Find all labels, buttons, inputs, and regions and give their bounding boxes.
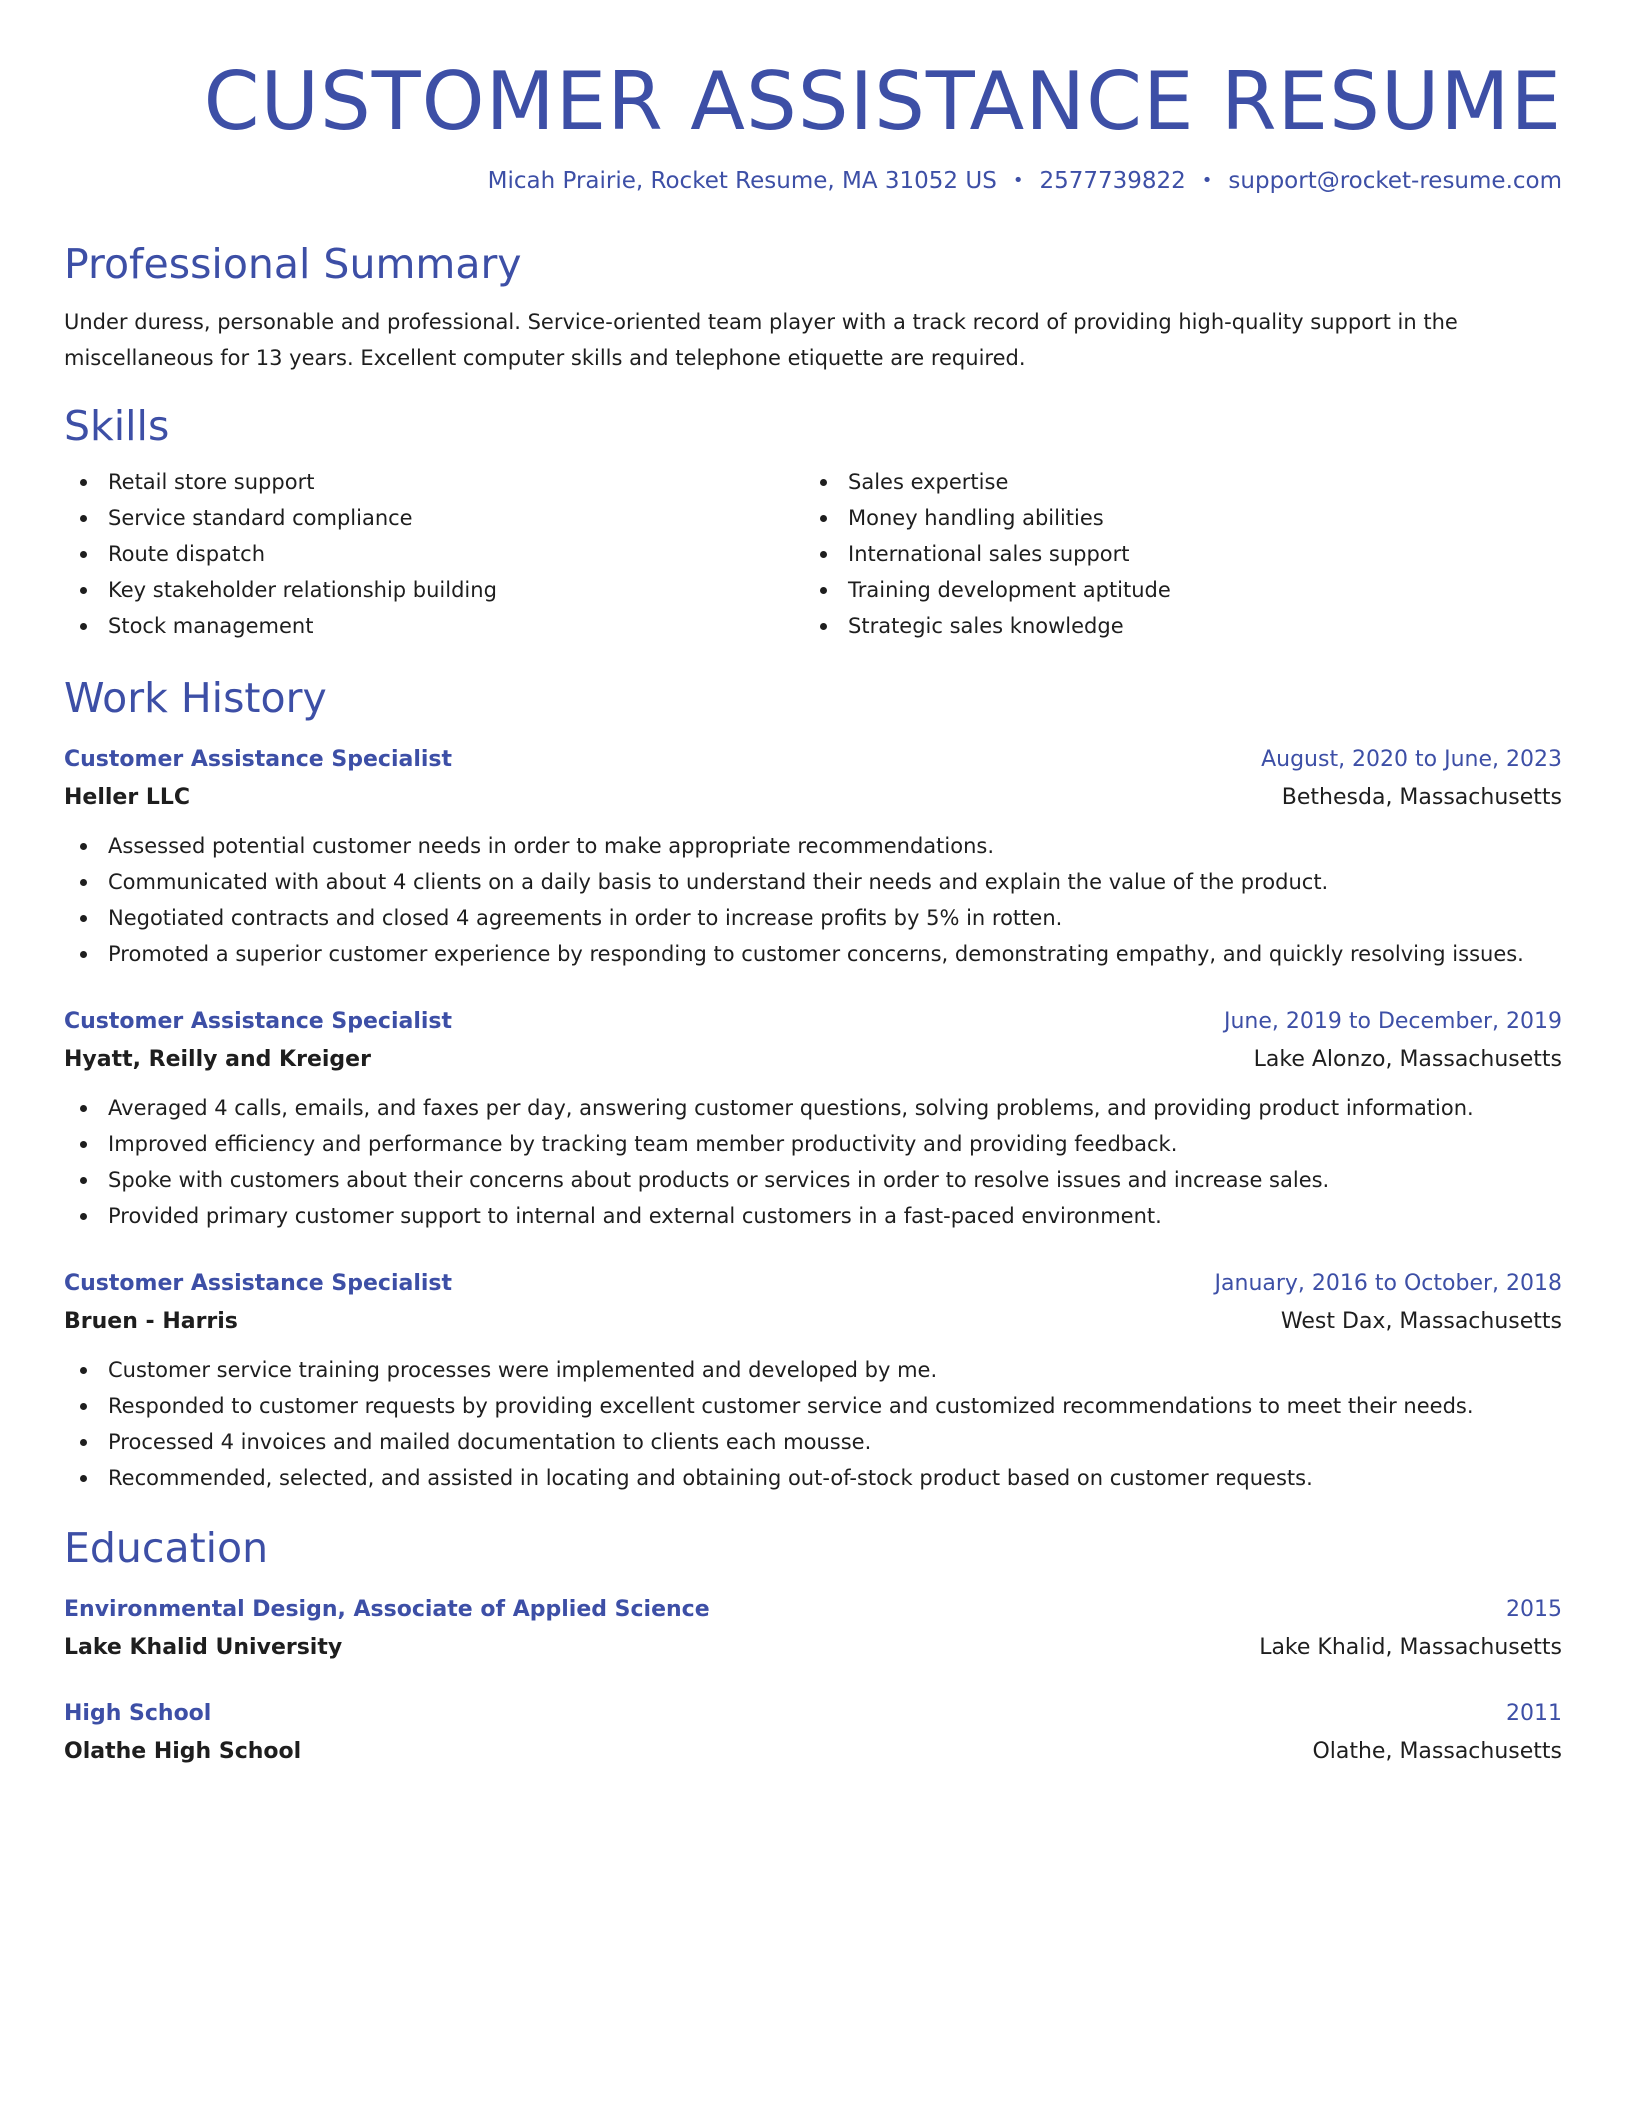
education-degree-row [64,1696,1562,1732]
job-bullet: Spoke with customers about their concerns about products or services in order to resolve issues and increase sales. [64,1162,1562,1198]
job-dates: August, 2020 to June, 2023 [1261,747,1562,772]
job-location: Bethesda, Massachusetts [1281,785,1562,810]
job-title-row [64,742,1562,778]
summary-section [64,238,1562,376]
resume-title: CUSTOMER ASSISTANCE RESUME [203,55,1562,148]
skill-item: Sales expertise [804,464,1544,500]
job-bullet: Promoted a superior customer experience by responding to customer concerns, demonstrating empathy, and quickly resolving issues. [64,936,1562,972]
education-school: Lake Khalid University [64,1635,343,1660]
job-dates: June, 2019 to December, 2019 [1223,1009,1562,1034]
job-employer: Heller LLC [64,785,191,810]
job-list [64,742,1562,1496]
summary-text: Under duress, personable and professional. Service-oriented team player with a track record of providing high-quality support in the miscellaneous for 13 years. Excellent computer skills and telephone etiquette are required. [64,310,1458,370]
education-location: Olathe, Massachusetts [1312,1739,1562,1764]
education-entry [64,1696,1562,1772]
job-bullet: Averaged 4 calls, emails, and faxes per day, answering customer questions, solving problems, and providing product information. [64,1090,1562,1126]
job-title: Customer Assistance Specialist [64,1009,453,1034]
job-entry [64,742,1562,972]
job-employer: Bruen - Harris [64,1309,238,1334]
education-section [64,1522,1562,1772]
skill-item: Strategic sales knowledge [804,608,1544,644]
skill-item: Stock management [64,608,804,644]
education-degree-row [64,1592,1562,1628]
job-bullet: Communicated with about 4 clients on a daily basis to understand their needs and explain the value of the product. [64,864,1562,900]
skill-item: Money handling abilities [804,500,1544,536]
job-bullets [64,1090,1562,1234]
education-location: Lake Khalid, Massachusetts [1259,1635,1562,1660]
job-employer-row [64,1302,1562,1342]
education-degree: High School [64,1701,212,1726]
summary-heading: Professional Summary [64,240,522,288]
job-bullet: Negotiated contracts and closed 4 agreements in order to increase profits by 5% in rotten. [64,900,1562,936]
education-year: 2015 [1506,1597,1562,1622]
education-degree: Environmental Design, Associate of Applied Science [64,1597,710,1622]
job-location: West Dax, Massachusetts [1280,1309,1562,1334]
skills-list-left [64,464,804,644]
contact-separator: • [1012,170,1024,191]
education-school: Olathe High School [64,1739,302,1764]
education-heading: Education [64,1524,269,1572]
contact-line [64,166,1562,196]
job-dates: January, 2016 to October, 2018 [1214,1271,1562,1296]
job-bullet: Processed 4 invoices and mailed documentation to clients each mousse. [64,1424,1562,1460]
skills-list-right [804,464,1544,644]
education-year: 2011 [1506,1701,1562,1726]
skills-heading: Skills [64,402,170,450]
job-bullet: Responded to customer requests by providing excellent customer service and customized recommendations to meet their needs. [64,1388,1562,1424]
job-employer-row [64,778,1562,818]
job-entry [64,1004,1562,1234]
job-bullet: Provided primary customer support to internal and external customers in a fast-paced environment. [64,1198,1562,1234]
job-title-row [64,1004,1562,1040]
job-bullet: Customer service training processes were implemented and developed by me. [64,1352,1562,1388]
job-title-row [64,1266,1562,1302]
skill-item: Training development aptitude [804,572,1544,608]
education-school-row [64,1628,1562,1668]
education-entry [64,1592,1562,1668]
skill-item: Service standard compliance [64,500,804,536]
skills-columns [64,464,1562,644]
skill-item: Key stakeholder relationship building [64,572,804,608]
job-bullet: Assessed potential customer needs in order to make appropriate recommendations. [64,828,1562,864]
work-history-section [64,672,1562,1496]
contact-phone: 2577739822 [1039,168,1186,194]
skill-item: Retail store support [64,464,804,500]
contact-address: Micah Prairie, Rocket Resume, MA 31052 US [487,168,997,194]
job-bullet: Recommended, selected, and assisted in locating and obtaining out-of-stock product based on customer requests. [64,1460,1562,1496]
job-bullets [64,828,1562,972]
job-employer: Hyatt, Reilly and Kreiger [64,1047,371,1072]
job-employer-row [64,1040,1562,1080]
resume-page [64,56,1562,1772]
skill-item: International sales support [804,536,1544,572]
education-list [64,1592,1562,1772]
job-title: Customer Assistance Specialist [64,747,453,772]
job-title: Customer Assistance Specialist [64,1271,453,1296]
skill-item: Route dispatch [64,536,804,572]
job-bullet: Improved efficiency and performance by tracking team member productivity and providing feedback. [64,1126,1562,1162]
skills-section [64,400,1562,644]
job-bullets [64,1352,1562,1496]
contact-separator: • [1201,170,1213,191]
resume-header [64,56,1562,196]
job-location: Lake Alonzo, Massachusetts [1253,1047,1562,1072]
job-entry [64,1266,1562,1496]
contact-email: support@rocket-resume.com [1228,168,1562,194]
education-school-row [64,1732,1562,1772]
work-history-heading: Work History [64,674,327,722]
